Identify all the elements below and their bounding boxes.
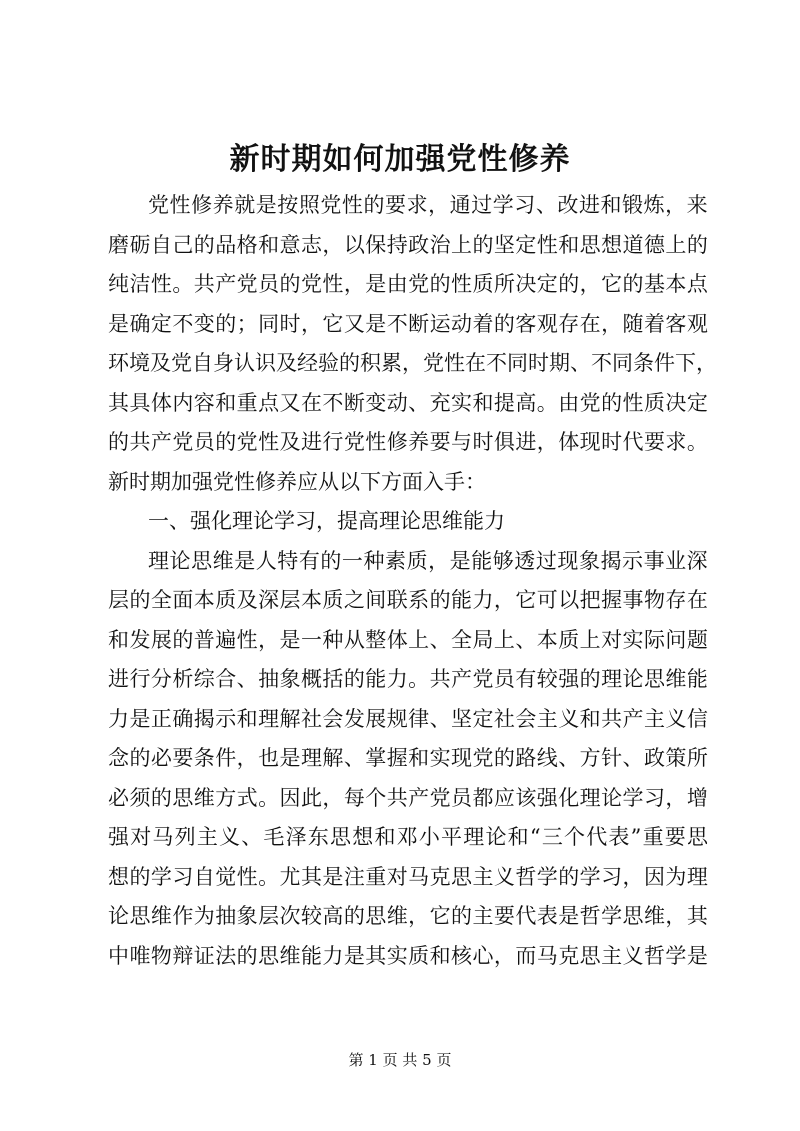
text-line: 进 行 分 析 综 合 、 抽 象 概 括 的 能 力 。 共 产 党 员 有 较 强 的 理 论 思 维 能: [108, 667, 708, 691]
text-line: 必 须 的 思 维 方 式 。 因 此 ， 每 个 共 产 党 员 都 应 该 强 化 理 论 学 习 ， 增: [108, 785, 708, 810]
text-line: 一、强化理论学习，提高理论思维能力: [148, 509, 505, 533]
text-line: 和 发 展 的 普 遍 性 ， 是 一 种 从 整 体 上 、 全 局 上 、 本 质 上 对 实 际 问 题: [108, 627, 708, 652]
text-line: 理 论 思 维 是 人 特 有 的 一 种 素 质 ， 是 能 够 透 过 现 象 揭 示 事 业 深: [148, 548, 708, 573]
text-line: 层 的 全 面 本 质 及 深 层 本 质 之 间 联 系 的 能 力 ， 它 可 以 把 握 事 物 存 在: [108, 588, 708, 612]
document-title: 新时期如何加强党性修养: [229, 142, 571, 177]
text-line: 磨 砺 自 己 的 品 格 和 意 志 ， 以 保 持 政 治 上 的 坚 定 性 和 思 想 道 德 上 的: [108, 232, 708, 257]
text-line: 论 思 维 作 为 抽 象 层 次 较 高 的 思 维 ， 它 的 主 要 代 表 是 哲 学 思 维 ， 其: [108, 904, 708, 928]
text-line: 其 具 体 内 容 和 重 点 又 在 不 断 变 动 、 充 实 和 提 高 。 由 党 的 性 质 决 定: [108, 390, 708, 415]
text-line: 的 共 产 党 员 的 党 性 及 进 行 党 性 修 养 要 与 时 俱 进 ， 体 现 时 代 要 求 。: [108, 430, 708, 454]
text-line: 环 境 及 党 自 身 认 识 及 经 验 的 积 累 ， 党 性 在 不 同 时 期 、 不 同 条 件 下 ，: [108, 351, 717, 375]
text-line: 中 唯 物 辩 证 法 的 思 维 能 力 是 其 实 质 和 核 心 ， 而 马 克 思 主 义 哲 学 是: [108, 943, 708, 968]
text-line: 是 确 定 不 变 的 ； 同 时 ， 它 又 是 不 断 运 动 着 的 客 观 存 在 ， 随 着 客 观: [108, 311, 708, 336]
text-line: 强 对 马 列 主 义 、 毛 泽 东 思 想 和 邓 小 平 理 论 和 “ 三 个 代 表 ” 重 要 思: [108, 825, 708, 849]
text-line: 念 的 必 要 条 件 ， 也 是 理 解 、 掌 握 和 实 现 党 的 路 线 、 方 针 、 政 策 所: [108, 746, 708, 770]
text-line: 想 的 学 习 自 觉 性 。 尤 其 是 注 重 对 马 克 思 主 义 哲 学 的 学 习 ， 因 为 理: [108, 864, 708, 889]
page-footer: 第 1 页 共 5 页: [348, 1051, 452, 1069]
text-line: 力 是 正 确 揭 示 和 理 解 社 会 发 展 规 律 、 坚 定 社 会 主 义 和 共 产 主 义 信: [108, 706, 708, 731]
text-line: 党 性 修 养 就 是 按 照 党 性 的 要 求 ， 通 过 学 习 、 改 进 和 锻 炼 ， 来: [148, 193, 708, 217]
document-body: [108, 186, 717, 976]
text-line: 新时期加强党性修养应从以下方面入手：: [108, 469, 486, 494]
text-line: 纯 洁 性 。 共 产 党 员 的 党 性 ， 是 由 党 的 性 质 所 决 定 的 ， 它 的 基 本 点: [108, 272, 708, 296]
